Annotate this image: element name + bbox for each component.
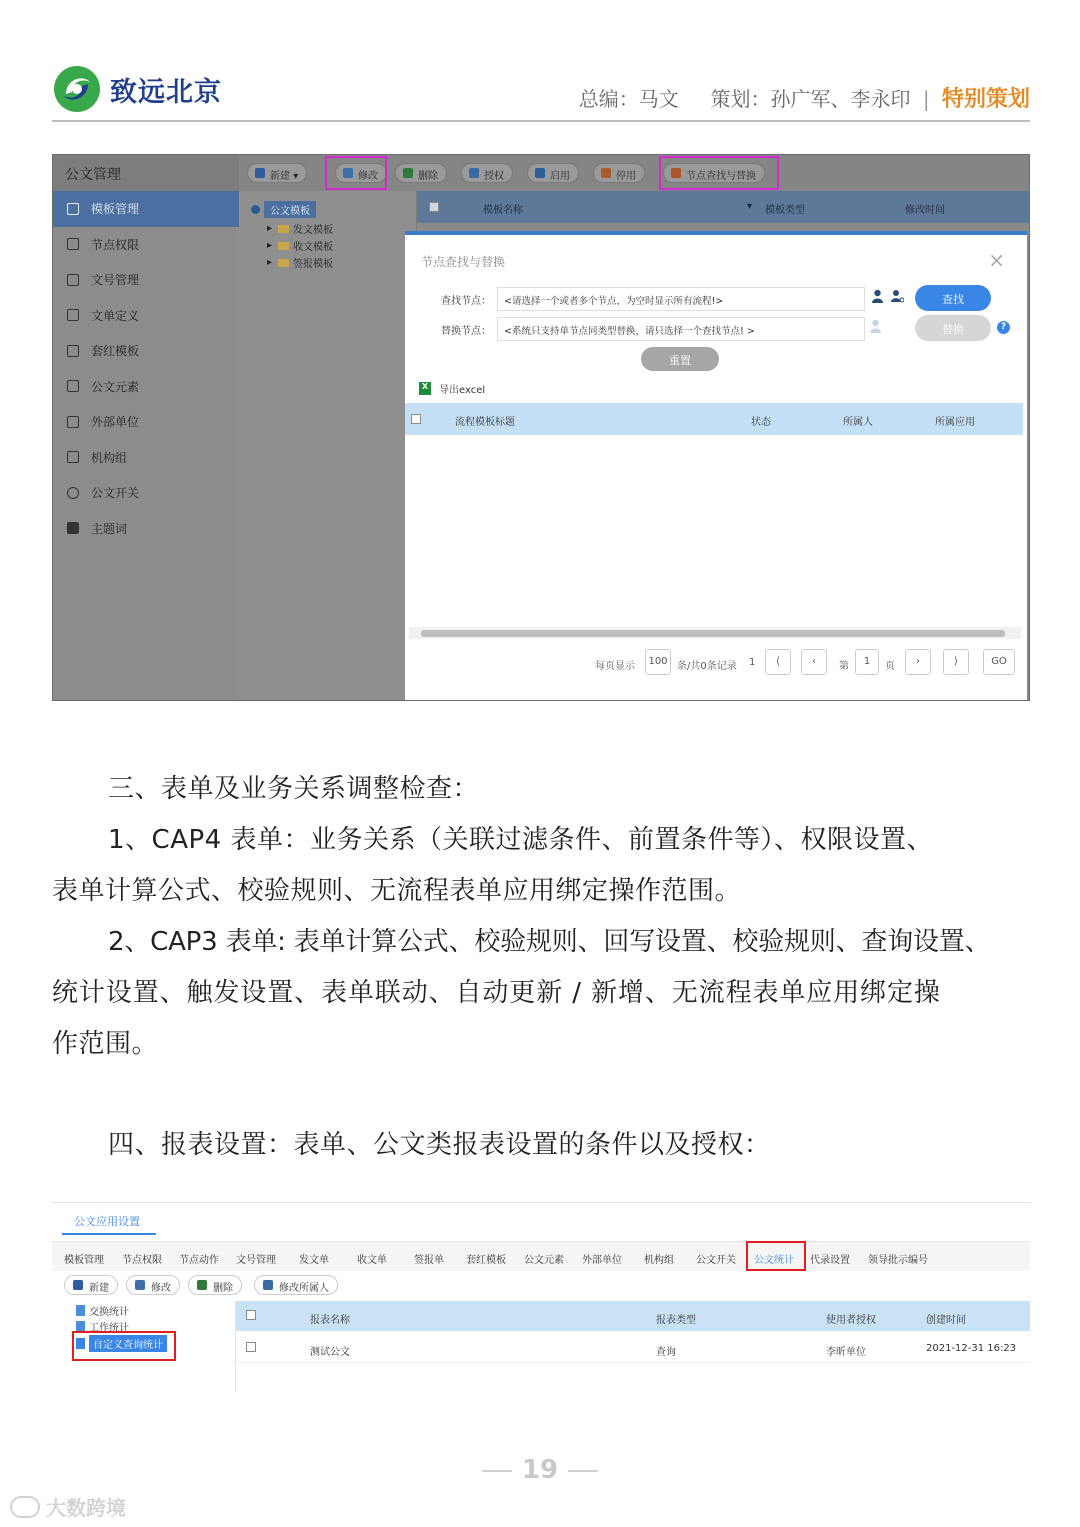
header-credits <box>579 82 1030 113</box>
menu-item[interactable]: 发文单 <box>299 1255 329 1266</box>
highlight-custom-query <box>72 1331 176 1361</box>
tree-root-node[interactable] <box>251 201 316 218</box>
divider <box>568 1470 598 1472</box>
folder-icon <box>278 242 289 250</box>
records-count: 条/共0条记录 <box>677 661 737 672</box>
delete-button[interactable] <box>395 163 447 183</box>
excel-icon: X <box>419 382 431 395</box>
tree-node-label: 发文模板 <box>293 225 334 236</box>
sidebar-item-template-management[interactable] <box>53 191 239 227</box>
toolbar <box>239 155 1029 191</box>
next-page-button[interactable]: › <box>905 649 931 675</box>
column-header: 创建时间 <box>926 1315 966 1326</box>
credit-divider: | <box>922 87 930 111</box>
menu-item[interactable]: 文号管理 <box>236 1255 276 1266</box>
sidebar-label: 公文开关 <box>91 486 140 501</box>
dialog-title: 节点查找与替换 <box>421 255 506 269</box>
sidebar-item-doc-switch[interactable] <box>53 475 239 511</box>
menu-item[interactable]: 节点动作 <box>179 1255 219 1266</box>
sidebar-label: 机构组 <box>91 450 128 465</box>
template-icon <box>67 203 79 215</box>
edit-icon <box>135 1280 145 1290</box>
menu-item-doc-statistics[interactable]: 公文统计 <box>754 1255 794 1266</box>
highlight-find-replace <box>659 156 779 190</box>
select-group-icon[interactable] <box>891 289 904 303</box>
sidebar-item-form-definition[interactable] <box>53 298 239 334</box>
export-label: 导出excel <box>439 385 486 396</box>
item-2-line-3: 作范围。 <box>52 1029 159 1059</box>
per-page-input[interactable]: 100 <box>645 649 671 675</box>
change-owner-label: 修改所属人 <box>279 1283 329 1294</box>
sidebar-label: 文单定义 <box>91 308 140 323</box>
template-tree <box>239 191 417 700</box>
tab-doc-app-settings[interactable]: 公文应用设置 <box>62 1203 156 1235</box>
sidebar-item-doc-number[interactable] <box>53 262 239 298</box>
page-input[interactable]: 1 <box>855 649 879 675</box>
authorize-label: 授权 <box>484 171 504 182</box>
org-icon <box>67 451 79 463</box>
first-page-button[interactable]: ⟨ <box>765 649 791 675</box>
report-grid-header <box>236 1301 1030 1331</box>
report-name: 测试公文 <box>310 1347 350 1358</box>
edit-button[interactable] <box>126 1275 180 1295</box>
logo-icon <box>52 64 102 114</box>
owner-icon <box>263 1280 273 1290</box>
delete-label: 删除 <box>418 171 438 182</box>
item-2-line-1: 2、CAP3 表单: 表单计算公式、校验规则、回写设置、校验规则、查询设置、 <box>108 927 991 957</box>
column-header: 使用者授权 <box>826 1315 876 1326</box>
page-suffix: 页 <box>885 661 895 672</box>
menu-item[interactable]: 代录设置 <box>810 1255 850 1266</box>
menu-item[interactable]: 节点权限 <box>122 1255 162 1266</box>
tree-node[interactable] <box>76 1303 129 1318</box>
replace-button[interactable]: 替换 <box>915 315 991 341</box>
disable-icon <box>601 168 611 178</box>
total-pages: 1 <box>749 657 756 668</box>
menu-item[interactable]: 领导批示编号 <box>868 1255 928 1266</box>
last-page-button[interactable]: ⟩ <box>943 649 969 675</box>
menu-item[interactable]: 模板管理 <box>64 1255 104 1266</box>
sidebar <box>53 191 239 700</box>
red-header-icon <box>67 345 79 357</box>
report-type: 查询 <box>656 1347 676 1358</box>
editor-credit: 总编：马文 <box>578 87 679 111</box>
page-header <box>52 64 1030 122</box>
page-number-text: 19 <box>521 1455 559 1485</box>
folder-icon <box>278 259 289 267</box>
section-4-heading: 四、报表设置：表单、公文类报表设置的条件以及授权： <box>108 1130 771 1160</box>
elements-icon <box>67 380 79 392</box>
new-icon <box>73 1280 83 1290</box>
column-header: 报表名称 <box>310 1315 350 1326</box>
logo-text: 致远北京 <box>110 76 222 108</box>
authorize-button[interactable] <box>461 163 513 183</box>
watermark-icon <box>10 1496 40 1518</box>
disable-button[interactable] <box>593 163 645 183</box>
menu-item[interactable]: 公文元素 <box>524 1255 564 1266</box>
new-label: 新建 <box>270 171 290 182</box>
find-replace-dialog <box>405 231 1027 701</box>
edit-label: 修改 <box>151 1283 171 1294</box>
column-header: 报表类型 <box>656 1315 696 1326</box>
sidebar-label: 模板管理 <box>91 202 140 217</box>
building-icon <box>67 416 79 428</box>
folder-icon <box>278 225 289 233</box>
logo <box>52 64 222 114</box>
tree-node-label: 交换统计 <box>89 1307 129 1318</box>
sidebar-label: 节点权限 <box>91 237 140 252</box>
help-icon[interactable]: ? <box>997 321 1010 334</box>
scrollbar-thumb[interactable] <box>421 630 1005 637</box>
tree-node[interactable]: ▸ 签报模板 <box>267 257 334 270</box>
sidebar-item-node-permission[interactable] <box>53 227 239 263</box>
document-icon <box>67 309 79 321</box>
planner-credit: 策划：孙广军、李永印 <box>710 87 911 111</box>
sidebar-label: 公文元素 <box>91 379 140 394</box>
tree-node-label: 签报模板 <box>293 259 334 270</box>
column-header: 流程模板标题 <box>455 417 515 428</box>
page-prefix: 第 <box>839 661 849 672</box>
grid-header <box>417 191 1029 223</box>
sidebar-item-red-header-template[interactable] <box>53 333 239 369</box>
per-page-label: 每页显示 <box>595 661 635 672</box>
replace-node-input[interactable]: <系统只支持单节点同类型替换，请只选择一个查找节点! > <box>497 317 865 341</box>
sidebar-item-doc-elements[interactable] <box>53 369 239 405</box>
select-all-checkbox[interactable] <box>246 1310 256 1320</box>
table-row[interactable] <box>236 1333 1030 1363</box>
enable-label: 启用 <box>550 171 570 182</box>
permission-icon <box>67 238 79 250</box>
reset-button[interactable]: 重置 <box>641 347 719 371</box>
tree-node[interactable]: ▸ 发文模板 <box>267 223 334 236</box>
new-button[interactable] <box>247 163 307 183</box>
column-header: 模板类型 <box>765 205 805 216</box>
authorize-icon <box>469 168 479 178</box>
menu-item[interactable]: 收文单 <box>357 1255 387 1266</box>
collapse-icon <box>251 205 260 214</box>
item-2-line-2: 统计设置、触发设置、表单联动、自动更新 / 新增、无流程表单应用绑定操 <box>52 978 941 1008</box>
delete-button[interactable] <box>188 1275 242 1295</box>
go-button[interactable]: GO <box>983 649 1015 675</box>
sidebar-item-org-group[interactable] <box>53 440 239 476</box>
highlight-doc-statistics <box>746 1241 806 1271</box>
user-authorization: 李昕单位 <box>826 1347 866 1358</box>
section-3-heading: 三、表单及业务关系调整检查： <box>108 774 480 804</box>
item-1-line-1: 1、CAP4 表单：业务关系（关联过滤条件、前置条件等）、权限设置、 <box>108 825 933 855</box>
trash-icon <box>403 168 413 178</box>
enable-icon <box>535 168 545 178</box>
find-node-label: 查找节点： <box>441 296 491 307</box>
pagination <box>405 649 1023 679</box>
menu-item[interactable]: 外部单位 <box>582 1255 622 1266</box>
select-all-checkbox[interactable] <box>411 414 421 424</box>
change-owner-button[interactable] <box>254 1275 338 1295</box>
menu-item[interactable]: 机构组 <box>644 1255 674 1266</box>
column-header: 模板名称 <box>483 205 523 216</box>
item-1-line-2: 表单计算公式、校验规则、无流程表单应用绑定操作范围。 <box>52 876 742 906</box>
column-header: 所属应用 <box>935 417 975 428</box>
tree-node[interactable]: ▸ 收文模板 <box>267 240 334 253</box>
export-excel-link[interactable] <box>419 381 485 396</box>
sidebar-item-external-unit[interactable] <box>53 404 239 440</box>
page-icon <box>76 1305 85 1316</box>
power-icon <box>67 487 79 499</box>
new-icon <box>255 168 265 178</box>
special-feature-label: 特别策划 <box>941 87 1030 112</box>
column-header: 状态 <box>751 417 771 428</box>
result-grid-header <box>405 403 1023 435</box>
sidebar-item-subject-words[interactable] <box>53 511 239 547</box>
new-button[interactable] <box>64 1275 118 1295</box>
chevron-down-icon: ▾ <box>747 201 753 212</box>
new-label: 新建 <box>89 1283 109 1294</box>
find-replace-label: 节点查找与替换 <box>686 171 756 182</box>
menu-item[interactable]: 套红模板 <box>466 1255 506 1266</box>
column-header: 修改时间 <box>905 205 945 216</box>
created-time: 2021-12-31 16:23 <box>926 1343 1017 1354</box>
column-header: 所属人 <box>843 417 873 428</box>
sidebar-label: 主题词 <box>91 521 128 536</box>
sidebar-label: 套红模板 <box>91 344 140 359</box>
delete-label: 删除 <box>213 1283 233 1294</box>
book-icon <box>67 522 79 534</box>
disable-label: 停用 <box>616 171 636 182</box>
replace-node-label: 替换节点： <box>441 326 491 337</box>
divider <box>482 1470 512 1472</box>
trash-icon <box>197 1280 207 1290</box>
settings-menu <box>52 1241 1030 1271</box>
number-icon <box>67 274 79 286</box>
select-person-icon[interactable] <box>871 289 884 303</box>
sidebar-label: 文号管理 <box>91 273 140 288</box>
watermark-text: 大数跨境 <box>46 1496 126 1520</box>
module-title: 公文管理 <box>53 155 239 191</box>
select-all-checkbox[interactable] <box>429 202 439 212</box>
tree-root-label: 公文模板 <box>264 201 316 218</box>
screenshot-template-management <box>52 154 1030 701</box>
tree-node-label: 工作统计 <box>89 1323 129 1334</box>
find-button[interactable]: 查找 <box>915 285 991 311</box>
edit-label: 修改 <box>358 171 378 182</box>
watermark <box>10 1492 126 1521</box>
screenshot-report-settings <box>52 1202 1030 1392</box>
tree-node-label: 自定义查询统计 <box>89 1335 167 1352</box>
page-number <box>0 1455 1080 1485</box>
prev-page-button[interactable]: ‹ <box>801 649 827 675</box>
row-checkbox[interactable] <box>246 1342 256 1352</box>
find-node-input[interactable]: <请选择一个或者多个节点，为空时显示所有流程!> <box>497 287 865 311</box>
menu-item[interactable]: 公文开关 <box>696 1255 736 1266</box>
tree-node-label: 收文模板 <box>293 242 334 253</box>
enable-button[interactable] <box>527 163 579 183</box>
highlight-edit <box>325 156 387 190</box>
select-person-disabled-icon <box>869 319 882 333</box>
chevron-down-icon: ▾ <box>293 171 299 182</box>
menu-item[interactable]: 签报单 <box>414 1255 444 1266</box>
sidebar-label: 外部单位 <box>91 415 140 430</box>
horizontal-scrollbar[interactable] <box>409 627 1021 639</box>
close-icon[interactable]: × <box>988 248 1005 272</box>
